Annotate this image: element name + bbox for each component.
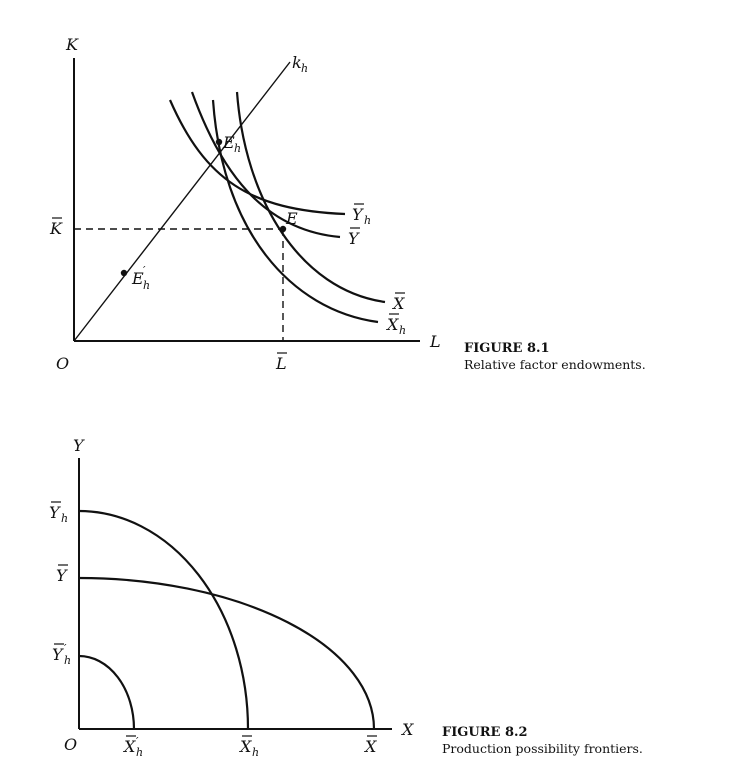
yh-prime-intercept-label: Y xyxy=(52,645,63,664)
figure-8-1-caption-title: FIGURE 8.1 xyxy=(464,341,550,356)
l-bar-label: L xyxy=(276,354,287,373)
figure-8-1-caption-text: Relative factor endowments. xyxy=(464,357,646,372)
isoquant-yh xyxy=(170,100,345,214)
figure-8-2-caption-title: FIGURE 8.2 xyxy=(442,725,528,740)
frontier-h xyxy=(79,511,248,729)
point-eh-dot xyxy=(216,139,222,145)
y-intercept-label: Y xyxy=(56,566,67,585)
isoquant-y-label: Y xyxy=(348,229,359,248)
point-e-label: E xyxy=(286,209,298,228)
isoquant-yh-label-sub: h xyxy=(364,214,372,227)
xh-intercept-label: X xyxy=(240,737,252,756)
xh-prime-intercept-label-sub: h xyxy=(136,746,144,759)
k-axis-label: K xyxy=(66,35,78,54)
yh-prime-intercept-label-sub: h xyxy=(64,654,72,667)
xh-prime-intercept-mark: ′ xyxy=(136,735,139,748)
point-eh-label: E xyxy=(223,133,235,152)
point-eh-prime-mark: ′ xyxy=(143,264,146,277)
l-axis-label: L xyxy=(430,332,441,351)
yh-intercept-label: Y xyxy=(49,503,60,522)
origin-label-2: O xyxy=(64,735,78,754)
point-eh-label-sub: h xyxy=(234,142,242,155)
isoquant-yh-label: Y xyxy=(352,205,363,224)
kh-ray-label-sub: h xyxy=(301,62,309,75)
kh-ray-label: k xyxy=(292,53,302,72)
frontier-small xyxy=(79,656,134,729)
yh-intercept-label-sub: h xyxy=(61,512,69,525)
isoquant-x-label: X xyxy=(393,294,405,313)
isoquant-xh-label-sub: h xyxy=(399,324,407,337)
xh-intercept-label-sub: h xyxy=(252,746,260,759)
figure-8-2 xyxy=(49,436,643,759)
point-eh-prime-label-sub: h xyxy=(143,279,151,292)
y-axis-label: Y xyxy=(73,436,84,455)
k-bar-label: K xyxy=(50,219,62,238)
isoquant-xh-label: X xyxy=(387,315,399,334)
origin-label: O xyxy=(56,354,70,373)
frontier-home xyxy=(79,578,374,729)
xh-prime-intercept-label: X xyxy=(124,737,136,756)
point-eh-prime-label: E xyxy=(132,269,144,288)
x-axis-label: X xyxy=(402,720,414,739)
point-eh-prime-dot xyxy=(121,270,127,276)
figure-8-2-caption-text: Production possibility frontiers. xyxy=(442,741,643,756)
figure-8-1 xyxy=(49,35,646,373)
yh-prime-intercept-mark: ′ xyxy=(64,642,67,655)
x-intercept-label: X xyxy=(365,737,377,756)
